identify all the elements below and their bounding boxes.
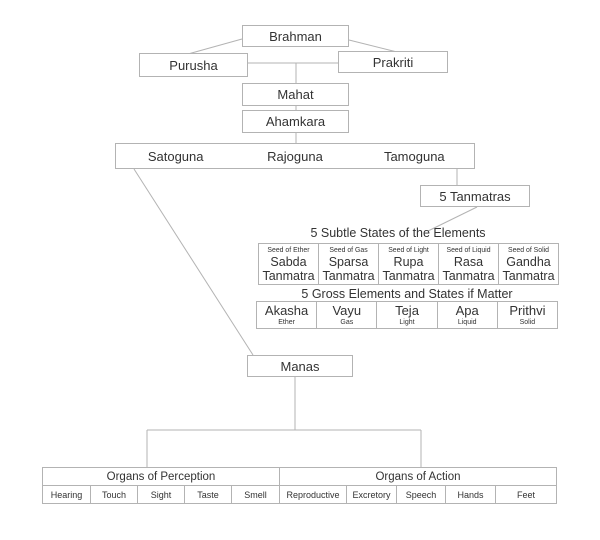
organs-of-perception-header: Organs of Perception: [106, 470, 216, 483]
edge-brahman-purusha: [188, 39, 242, 54]
element-name: Akasha: [264, 303, 309, 318]
node-ahamkara: [242, 110, 349, 133]
tanmatra-suffix: Tanmatra: [262, 269, 315, 283]
subtle-states-title: 5 Subtle States of the Elements: [310, 226, 486, 240]
organs-cells-row: [43, 486, 556, 503]
element-cell-akasha: [257, 302, 316, 328]
tanmatra-name: Rasa: [453, 255, 484, 269]
gross-elements-table: [256, 301, 558, 329]
tanmatra-cell-gandha: [498, 244, 558, 284]
organ-cell-hands: Hands: [445, 486, 495, 503]
tanmatra-suffix: Tanmatra: [442, 269, 495, 283]
element-cell-apa: [437, 302, 497, 328]
element-state: Solid: [519, 319, 536, 326]
tanmatra-suffix: Tanmatra: [322, 269, 375, 283]
node-prakriti-label: Prakriti: [372, 54, 414, 70]
tanmatra-name: Gandha: [506, 255, 551, 269]
element-cell-teja: [376, 302, 436, 328]
tanmatra-cell-rasa: [438, 244, 498, 284]
element-cell-prithvi: [497, 302, 557, 328]
tanmatra-suffix: Tanmatra: [382, 269, 435, 283]
element-name: Teja: [395, 303, 419, 318]
node-brahman: [242, 25, 349, 47]
tanmatra-name: Rupa: [393, 255, 424, 269]
element-state: Liquid: [457, 319, 477, 326]
tanmatra-name: Sparsa: [328, 255, 369, 269]
element-state: Gas: [340, 319, 354, 326]
guna-label-tamoguna: Tamoguna: [383, 148, 445, 164]
node-mahat-label: Mahat: [277, 87, 314, 102]
seed-label: Seed of Ether: [267, 247, 310, 254]
organ-cell-feet: Feet: [495, 486, 556, 503]
node-5-tanmatras: [420, 185, 530, 207]
node-gunas: [115, 143, 475, 169]
node-purusha-label: Purusha: [169, 57, 218, 73]
tanmatra-name: Sabda: [270, 255, 307, 269]
tanmatra-suffix: Tanmatra: [502, 269, 555, 283]
organ-cell-hearing: Hearing: [50, 489, 83, 500]
seed-label: Seed of Solid: [508, 247, 549, 254]
node-prakriti: [338, 51, 448, 73]
node-mahat: [242, 83, 349, 106]
organs-table: [42, 467, 557, 504]
node-purusha: [139, 53, 248, 77]
element-cell-vayu: [316, 302, 376, 328]
tanmatra-cell-sparsa: [318, 244, 378, 284]
organ-cell-excretory: Excretory: [346, 486, 396, 503]
organ-cell-taste: Taste: [184, 486, 231, 503]
gross-elements-title: 5 Gross Elements and States if Matter: [301, 287, 513, 301]
guna-label-satoguna: Satoguna: [147, 148, 204, 164]
node-brahman-label: Brahman: [269, 28, 322, 44]
element-state: Light: [399, 319, 415, 326]
organs-of-action-header: Organs of Action: [279, 468, 556, 485]
element-name: Vayu: [332, 303, 362, 318]
subtle-states-table: [258, 243, 559, 285]
seed-label: Seed of Gas: [329, 247, 368, 254]
node-manas: [247, 355, 353, 377]
organ-cell-smell: Smell: [231, 486, 279, 503]
edge-satoguna-manas: [134, 169, 253, 355]
node-5-tanmatras-label: 5 Tanmatras: [439, 188, 511, 204]
guna-label-rajoguna: Rajoguna: [267, 148, 323, 164]
node-manas-label: Manas: [280, 358, 320, 374]
organ-cell-reproductive: Reproductive: [279, 486, 346, 503]
organ-cell-sight: Sight: [137, 486, 184, 503]
element-name: Prithvi: [509, 303, 546, 318]
seed-label: Seed of Light: [388, 247, 429, 254]
organs-header-row: [43, 468, 556, 486]
node-ahamkara-label: Ahamkara: [265, 114, 326, 129]
organ-cell-touch: Touch: [90, 486, 137, 503]
element-state: Ether: [278, 319, 295, 326]
seed-label: Seed of Liquid: [446, 247, 491, 254]
organ-cell-speech: Speech: [396, 486, 445, 503]
element-name: Apa: [455, 303, 479, 318]
tanmatra-cell-rupa: [378, 244, 438, 284]
tanmatra-cell-sabda: [259, 244, 318, 284]
